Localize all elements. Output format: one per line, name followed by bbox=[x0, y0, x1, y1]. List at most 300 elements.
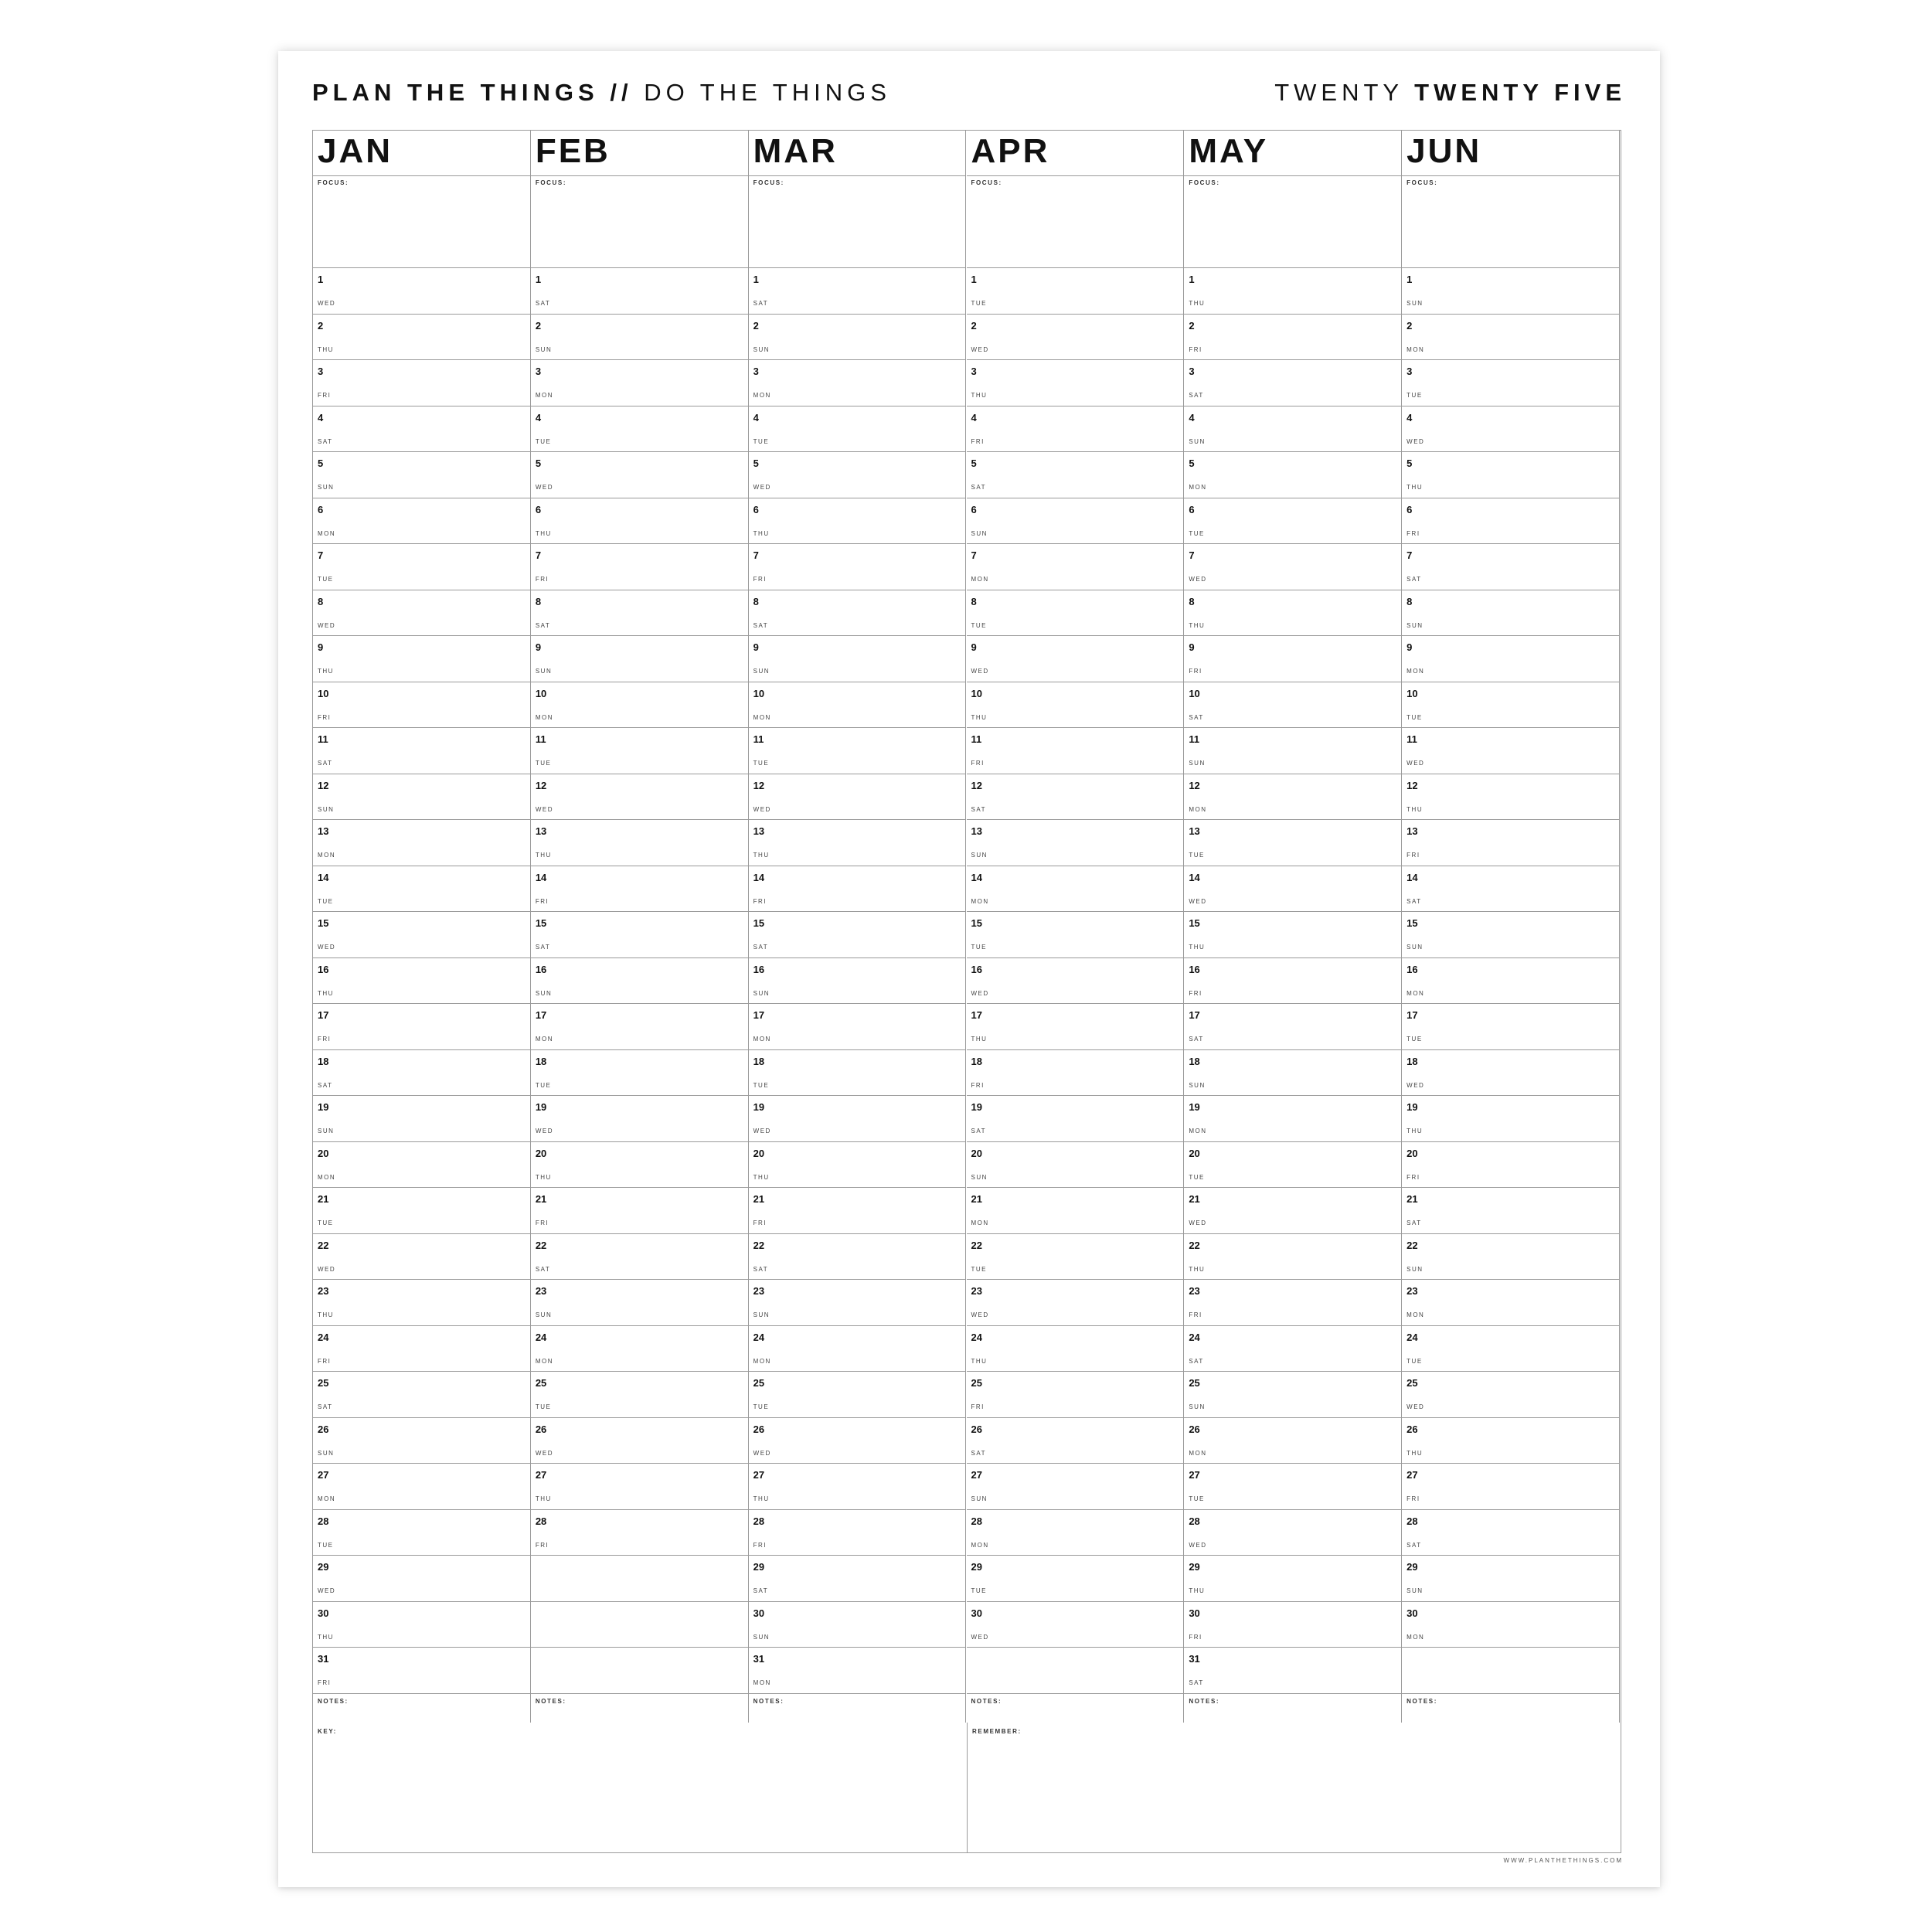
day-cell[interactable] bbox=[313, 866, 530, 913]
day-cell[interactable] bbox=[967, 1142, 1184, 1189]
day-cell[interactable] bbox=[531, 682, 748, 729]
day-cell[interactable] bbox=[1184, 958, 1401, 1005]
day-of-week: THU bbox=[1189, 621, 1206, 629]
day-of-week: MON bbox=[753, 392, 771, 399]
day-cell[interactable] bbox=[1402, 315, 1619, 361]
day-cell[interactable] bbox=[1184, 590, 1401, 637]
day-number: 5 bbox=[318, 457, 324, 469]
day-number: 11 bbox=[1189, 733, 1200, 745]
focus-box[interactable] bbox=[749, 176, 966, 268]
day-number: 2 bbox=[535, 319, 542, 332]
day-cell[interactable] bbox=[313, 1556, 530, 1602]
day-cell[interactable] bbox=[313, 1280, 530, 1326]
day-number: 24 bbox=[318, 1331, 329, 1343]
day-cell[interactable] bbox=[1184, 1326, 1401, 1372]
day-cell[interactable] bbox=[1184, 1648, 1401, 1694]
day-number: 31 bbox=[1189, 1653, 1200, 1665]
remember-label: REMEMBER: bbox=[972, 1728, 1022, 1735]
day-cell[interactable] bbox=[967, 1188, 1184, 1234]
notes-label: NOTES: bbox=[1406, 1697, 1437, 1705]
day-cell[interactable] bbox=[967, 1602, 1184, 1648]
day-number: 10 bbox=[971, 687, 982, 699]
day-cell[interactable] bbox=[313, 406, 530, 453]
day-cell[interactable] bbox=[749, 958, 966, 1005]
day-cell[interactable] bbox=[531, 1142, 748, 1189]
day-cell[interactable] bbox=[749, 315, 966, 361]
day-cell[interactable] bbox=[313, 728, 530, 774]
day-cell[interactable] bbox=[1402, 1602, 1619, 1648]
day-number: 27 bbox=[535, 1469, 547, 1481]
day-cell[interactable] bbox=[1184, 866, 1401, 913]
day-cell[interactable] bbox=[967, 1464, 1184, 1510]
day-cell[interactable] bbox=[313, 498, 530, 545]
day-of-week: SUN bbox=[535, 989, 553, 997]
day-cell[interactable] bbox=[531, 498, 748, 545]
day-cell[interactable] bbox=[1184, 544, 1401, 590]
day-cell[interactable] bbox=[967, 958, 1184, 1005]
day-cell[interactable] bbox=[313, 636, 530, 682]
day-of-week: SUN bbox=[1406, 621, 1423, 629]
day-cell[interactable] bbox=[531, 544, 748, 590]
day-cell[interactable] bbox=[531, 636, 748, 682]
day-of-week: SAT bbox=[1189, 713, 1204, 721]
day-of-week: MON bbox=[1406, 1311, 1425, 1318]
day-of-week: MON bbox=[318, 529, 336, 537]
day-cell[interactable] bbox=[967, 820, 1184, 866]
day-number: 29 bbox=[1189, 1561, 1200, 1573]
day-cell[interactable] bbox=[1402, 1280, 1619, 1326]
day-of-week: MON bbox=[1406, 668, 1425, 675]
day-number: 8 bbox=[971, 595, 977, 607]
day-cell[interactable] bbox=[1402, 360, 1619, 406]
day-cell[interactable] bbox=[531, 268, 748, 315]
day-cell[interactable] bbox=[967, 774, 1184, 821]
day-of-week: TUE bbox=[1189, 529, 1205, 537]
day-cell[interactable] bbox=[531, 728, 748, 774]
day-cell[interactable] bbox=[749, 1004, 966, 1050]
day-cell[interactable] bbox=[749, 1234, 966, 1281]
day-cell[interactable] bbox=[749, 498, 966, 545]
day-cell[interactable] bbox=[1402, 682, 1619, 729]
day-cell[interactable] bbox=[967, 268, 1184, 315]
day-of-week: SAT bbox=[318, 1403, 333, 1410]
day-cell[interactable] bbox=[749, 1556, 966, 1602]
day-cell[interactable] bbox=[1402, 958, 1619, 1005]
day-cell[interactable] bbox=[967, 1004, 1184, 1050]
day-cell[interactable] bbox=[1402, 1050, 1619, 1097]
day-of-week: TUE bbox=[753, 1081, 770, 1089]
day-of-week: SAT bbox=[535, 300, 551, 307]
day-cell[interactable] bbox=[313, 1602, 530, 1648]
day-of-week: MON bbox=[535, 392, 553, 399]
focus-box[interactable] bbox=[531, 176, 748, 268]
day-cell[interactable] bbox=[1184, 1602, 1401, 1648]
day-cell[interactable] bbox=[967, 682, 1184, 729]
day-of-week: SAT bbox=[535, 944, 551, 951]
day-cell[interactable] bbox=[967, 406, 1184, 453]
day-of-week: WED bbox=[1406, 760, 1425, 767]
day-number: 23 bbox=[535, 1285, 547, 1297]
day-cell[interactable] bbox=[1402, 1004, 1619, 1050]
day-cell[interactable] bbox=[1402, 452, 1619, 498]
day-cell[interactable] bbox=[1184, 1096, 1401, 1142]
day-cell[interactable] bbox=[749, 1188, 966, 1234]
day-cell[interactable] bbox=[313, 1142, 530, 1189]
day-of-week: THU bbox=[971, 713, 988, 721]
day-cell[interactable] bbox=[531, 1004, 748, 1050]
day-cell[interactable] bbox=[749, 1372, 966, 1418]
day-cell[interactable] bbox=[313, 360, 530, 406]
day-number: 19 bbox=[1406, 1101, 1418, 1113]
day-cell[interactable] bbox=[313, 590, 530, 637]
day-cell[interactable] bbox=[531, 1464, 748, 1510]
focus-box[interactable] bbox=[1402, 176, 1619, 268]
day-cell[interactable] bbox=[1402, 1326, 1619, 1372]
day-cell[interactable] bbox=[531, 1280, 748, 1326]
day-cell[interactable] bbox=[967, 728, 1184, 774]
day-cell[interactable] bbox=[1402, 774, 1619, 821]
day-of-week: SAT bbox=[971, 1128, 986, 1134]
day-cell[interactable] bbox=[967, 1326, 1184, 1372]
day-cell[interactable] bbox=[313, 452, 530, 498]
day-of-week: SUN bbox=[1189, 1403, 1206, 1410]
day-number: 17 bbox=[1189, 1009, 1200, 1021]
day-of-week: WED bbox=[535, 1128, 553, 1134]
day-cell[interactable] bbox=[967, 452, 1184, 498]
day-cell[interactable] bbox=[749, 1096, 966, 1142]
day-cell[interactable] bbox=[1402, 1418, 1619, 1464]
day-of-week: SAT bbox=[1189, 392, 1204, 399]
day-cell[interactable] bbox=[967, 1050, 1184, 1097]
day-cell[interactable] bbox=[749, 1280, 966, 1326]
day-cell[interactable] bbox=[967, 866, 1184, 913]
day-cell[interactable] bbox=[531, 958, 748, 1005]
day-of-week: FRI bbox=[1189, 989, 1202, 997]
day-cell[interactable] bbox=[313, 774, 530, 821]
day-of-week: THU bbox=[535, 852, 552, 859]
day-cell[interactable] bbox=[313, 1188, 530, 1234]
day-cell[interactable] bbox=[313, 1050, 530, 1097]
day-number: 11 bbox=[318, 733, 328, 745]
day-number: 8 bbox=[753, 595, 759, 607]
day-cell[interactable] bbox=[1184, 1556, 1401, 1602]
day-number: 13 bbox=[318, 825, 329, 837]
notes-label: NOTES: bbox=[318, 1697, 349, 1705]
day-cell[interactable] bbox=[749, 544, 966, 590]
day-cell[interactable] bbox=[1184, 1464, 1401, 1510]
day-number: 6 bbox=[1406, 503, 1413, 515]
day-cell[interactable] bbox=[313, 1464, 530, 1510]
day-cell[interactable] bbox=[967, 360, 1184, 406]
day-cell[interactable] bbox=[1184, 1280, 1401, 1326]
day-cell[interactable] bbox=[1184, 1234, 1401, 1281]
day-cell[interactable] bbox=[1402, 406, 1619, 453]
day-cell[interactable] bbox=[1402, 820, 1619, 866]
day-cell[interactable] bbox=[1184, 498, 1401, 545]
day-cell[interactable] bbox=[749, 268, 966, 315]
day-of-week: MON bbox=[318, 1495, 336, 1502]
day-of-week: SAT bbox=[753, 621, 769, 629]
day-cell[interactable] bbox=[531, 1510, 748, 1556]
day-cell[interactable] bbox=[967, 1510, 1184, 1556]
day-cell[interactable] bbox=[313, 820, 530, 866]
day-of-week: WED bbox=[535, 805, 553, 813]
remember-box[interactable] bbox=[968, 1723, 1621, 1852]
day-cell[interactable] bbox=[531, 315, 748, 361]
day-cell[interactable] bbox=[749, 360, 966, 406]
day-cell[interactable] bbox=[531, 1096, 748, 1142]
day-cell[interactable] bbox=[1184, 360, 1401, 406]
day-number: 2 bbox=[971, 319, 977, 332]
day-cell[interactable] bbox=[967, 1280, 1184, 1326]
day-cell[interactable] bbox=[1184, 728, 1401, 774]
day-of-week: SUN bbox=[535, 668, 553, 675]
day-of-week: SAT bbox=[1406, 1541, 1422, 1549]
day-cell[interactable] bbox=[531, 452, 748, 498]
day-number: 9 bbox=[535, 641, 542, 653]
day-cell[interactable] bbox=[749, 452, 966, 498]
day-cell[interactable] bbox=[1402, 498, 1619, 545]
day-cell[interactable] bbox=[1184, 452, 1401, 498]
day-of-week: SAT bbox=[753, 1265, 769, 1273]
day-cell[interactable] bbox=[531, 820, 748, 866]
day-of-week: MON bbox=[753, 1679, 771, 1686]
day-cell[interactable] bbox=[749, 636, 966, 682]
day-of-week: SUN bbox=[1406, 1587, 1423, 1594]
day-cell[interactable] bbox=[531, 360, 748, 406]
day-cell[interactable] bbox=[749, 774, 966, 821]
day-cell[interactable] bbox=[1184, 912, 1401, 958]
day-of-week: TUE bbox=[971, 300, 987, 307]
day-cell[interactable] bbox=[967, 1234, 1184, 1281]
month-title: MAY bbox=[1184, 131, 1401, 176]
day-of-week: TUE bbox=[1189, 1495, 1205, 1502]
key-box[interactable] bbox=[313, 1723, 968, 1852]
day-cell[interactable] bbox=[313, 1326, 530, 1372]
day-cell[interactable] bbox=[1184, 682, 1401, 729]
focus-box[interactable] bbox=[313, 176, 530, 268]
day-of-week: SUN bbox=[318, 484, 335, 491]
day-cell[interactable] bbox=[967, 912, 1184, 958]
day-cell[interactable] bbox=[749, 820, 966, 866]
day-of-week: SAT bbox=[318, 1081, 333, 1089]
day-cell[interactable] bbox=[967, 315, 1184, 361]
day-cell[interactable] bbox=[313, 315, 530, 361]
day-cell[interactable] bbox=[967, 590, 1184, 637]
day-cell[interactable] bbox=[313, 1372, 530, 1418]
day-number: 20 bbox=[753, 1147, 765, 1159]
day-of-week: SAT bbox=[318, 437, 333, 445]
day-of-week: TUE bbox=[971, 944, 987, 951]
day-cell[interactable] bbox=[749, 1142, 966, 1189]
day-cell[interactable] bbox=[1184, 406, 1401, 453]
day-number: 2 bbox=[1189, 319, 1195, 332]
day-number: 5 bbox=[1189, 457, 1195, 469]
day-cell[interactable] bbox=[749, 1648, 966, 1694]
day-number: 10 bbox=[318, 687, 329, 699]
day-cell[interactable] bbox=[1184, 820, 1401, 866]
day-cell[interactable] bbox=[1402, 1510, 1619, 1556]
header-tagline bbox=[312, 80, 891, 104]
focus-box[interactable] bbox=[967, 176, 1184, 268]
day-number: 18 bbox=[1189, 1055, 1200, 1067]
day-of-week: FRI bbox=[971, 1403, 985, 1410]
day-number: 19 bbox=[535, 1101, 547, 1113]
day-cell[interactable] bbox=[749, 1510, 966, 1556]
footer-url: WWW.PLANTHETHINGS.COM bbox=[1503, 1857, 1623, 1864]
day-cell[interactable] bbox=[313, 1096, 530, 1142]
day-of-week: MON bbox=[753, 1357, 771, 1365]
day-cell[interactable] bbox=[749, 406, 966, 453]
day-of-week: FRI bbox=[753, 576, 767, 583]
day-number: 21 bbox=[535, 1193, 547, 1205]
day-of-week: THU bbox=[318, 1633, 334, 1641]
day-cell[interactable] bbox=[531, 1418, 748, 1464]
day-number: 20 bbox=[318, 1147, 329, 1159]
day-number: 3 bbox=[318, 366, 324, 377]
day-cell[interactable] bbox=[313, 1004, 530, 1050]
day-cell[interactable] bbox=[1402, 590, 1619, 637]
day-cell[interactable] bbox=[531, 912, 748, 958]
key-label: KEY: bbox=[318, 1728, 337, 1735]
day-of-week: THU bbox=[1406, 1449, 1423, 1457]
day-cell[interactable] bbox=[531, 1188, 748, 1234]
day-cell[interactable] bbox=[531, 1050, 748, 1097]
day-cell[interactable] bbox=[313, 268, 530, 315]
day-cell[interactable] bbox=[313, 1234, 530, 1281]
day-cell[interactable] bbox=[1402, 636, 1619, 682]
day-cell[interactable] bbox=[1184, 636, 1401, 682]
day-cell[interactable] bbox=[531, 1234, 748, 1281]
day-of-week: SUN bbox=[318, 1449, 335, 1457]
day-cell[interactable] bbox=[1184, 1188, 1401, 1234]
day-cell[interactable] bbox=[1402, 544, 1619, 590]
day-cell[interactable] bbox=[967, 498, 1184, 545]
day-of-week: FRI bbox=[1189, 345, 1202, 353]
day-number: 2 bbox=[1406, 319, 1413, 332]
day-cell[interactable] bbox=[313, 682, 530, 729]
day-cell[interactable] bbox=[1402, 866, 1619, 913]
day-cell[interactable] bbox=[967, 1418, 1184, 1464]
day-cell[interactable] bbox=[967, 544, 1184, 590]
day-cell[interactable] bbox=[313, 912, 530, 958]
day-of-week: SUN bbox=[971, 529, 988, 537]
day-of-week: FRI bbox=[318, 1036, 332, 1043]
day-cell[interactable] bbox=[1402, 1188, 1619, 1234]
day-cell[interactable] bbox=[967, 1372, 1184, 1418]
day-cell[interactable] bbox=[1402, 1556, 1619, 1602]
day-cell[interactable] bbox=[1402, 1234, 1619, 1281]
day-number: 7 bbox=[535, 549, 542, 561]
focus-box[interactable] bbox=[1184, 176, 1401, 268]
day-cell[interactable] bbox=[531, 866, 748, 913]
day-cell[interactable] bbox=[749, 1602, 966, 1648]
day-cell[interactable] bbox=[1184, 268, 1401, 315]
month-column-jan bbox=[313, 131, 531, 1723]
day-number: 7 bbox=[971, 549, 977, 561]
day-cell[interactable] bbox=[967, 1556, 1184, 1602]
day-cell[interactable] bbox=[1184, 1142, 1401, 1189]
day-of-week: SUN bbox=[971, 852, 988, 859]
day-of-week: FRI bbox=[535, 1219, 549, 1226]
header-tagline-light: DO THE THINGS bbox=[644, 79, 891, 106]
calendar-grid bbox=[312, 130, 1621, 1853]
day-cell[interactable] bbox=[1184, 1372, 1401, 1418]
day-cell[interactable] bbox=[531, 406, 748, 453]
day-cell[interactable] bbox=[531, 1326, 748, 1372]
day-number: 28 bbox=[1406, 1515, 1418, 1527]
day-number: 10 bbox=[1189, 687, 1200, 699]
day-cell[interactable] bbox=[1402, 268, 1619, 315]
day-number: 30 bbox=[1406, 1607, 1418, 1619]
day-of-week: FRI bbox=[753, 1541, 767, 1549]
day-cell[interactable] bbox=[1184, 1050, 1401, 1097]
day-cell[interactable] bbox=[749, 912, 966, 958]
day-cell[interactable] bbox=[531, 774, 748, 821]
day-cell[interactable] bbox=[749, 590, 966, 637]
day-cell[interactable] bbox=[313, 958, 530, 1005]
day-cell[interactable] bbox=[749, 866, 966, 913]
day-cell[interactable] bbox=[749, 1050, 966, 1097]
day-number: 5 bbox=[1406, 457, 1413, 469]
day-number: 16 bbox=[535, 963, 547, 975]
day-cell[interactable] bbox=[967, 636, 1184, 682]
day-number: 14 bbox=[1406, 871, 1418, 883]
day-cell[interactable] bbox=[749, 1418, 966, 1464]
day-cell[interactable] bbox=[1184, 774, 1401, 821]
day-cell[interactable] bbox=[749, 728, 966, 774]
day-cell[interactable] bbox=[1402, 728, 1619, 774]
day-cell[interactable] bbox=[531, 590, 748, 637]
day-cell[interactable] bbox=[1402, 1372, 1619, 1418]
day-cell[interactable] bbox=[531, 1372, 748, 1418]
day-of-week: SAT bbox=[1406, 576, 1422, 583]
month-title: FEB bbox=[531, 131, 748, 176]
day-cell[interactable] bbox=[1402, 1464, 1619, 1510]
day-cell[interactable] bbox=[313, 1648, 530, 1694]
header-tagline-bold: PLAN THE THINGS // bbox=[312, 79, 633, 106]
day-of-week: TUE bbox=[1406, 392, 1423, 399]
day-of-week: FRI bbox=[971, 437, 985, 445]
day-of-week: MON bbox=[971, 1541, 989, 1549]
day-cell[interactable] bbox=[1402, 1096, 1619, 1142]
day-of-week: THU bbox=[753, 1495, 770, 1502]
day-cell[interactable] bbox=[1184, 1418, 1401, 1464]
day-number: 11 bbox=[753, 733, 764, 745]
month-title: JUN bbox=[1402, 131, 1619, 176]
day-of-week: WED bbox=[318, 1587, 336, 1594]
day-number: 20 bbox=[1189, 1147, 1200, 1159]
day-number: 12 bbox=[535, 779, 547, 791]
day-number: 30 bbox=[1189, 1607, 1200, 1619]
day-cell[interactable] bbox=[1184, 315, 1401, 361]
day-of-week: THU bbox=[318, 989, 334, 997]
day-cell[interactable] bbox=[967, 1096, 1184, 1142]
day-number: 15 bbox=[318, 917, 329, 929]
day-number: 18 bbox=[971, 1055, 982, 1067]
day-cell[interactable] bbox=[1184, 1510, 1401, 1556]
day-cell[interactable] bbox=[313, 1510, 530, 1556]
day-cell[interactable] bbox=[1184, 1004, 1401, 1050]
day-cell[interactable] bbox=[749, 1326, 966, 1372]
day-cell[interactable] bbox=[1402, 1142, 1619, 1189]
day-cell[interactable] bbox=[313, 1418, 530, 1464]
day-cell[interactable] bbox=[749, 682, 966, 729]
day-of-week: FRI bbox=[1189, 1633, 1202, 1641]
day-cell[interactable] bbox=[1402, 912, 1619, 958]
day-cell[interactable] bbox=[749, 1464, 966, 1510]
day-cell[interactable] bbox=[313, 544, 530, 590]
